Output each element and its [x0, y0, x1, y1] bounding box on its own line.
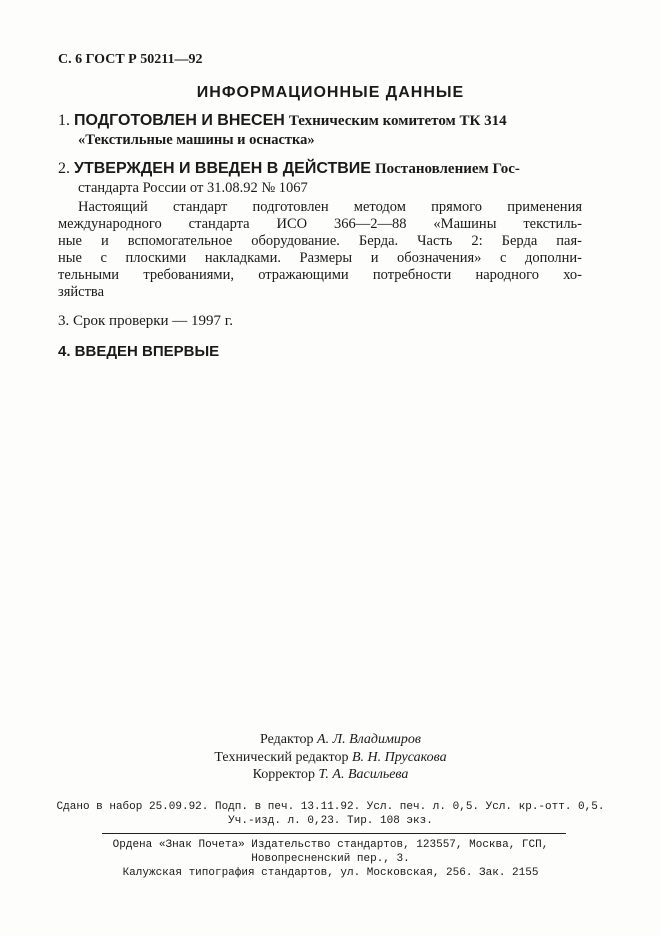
- divider: [102, 833, 566, 834]
- page-header: С. 6 ГОСТ Р 50211—92: [58, 52, 203, 67]
- imprint-line: Уч.-изд. л. 0,23. Тир. 108 экз.: [228, 815, 433, 827]
- paragraph-line: тельными требованиями, отражающими потребности народного хо-: [58, 267, 582, 283]
- credit-corrector: Корректор Т. А. Васильева: [252, 767, 409, 782]
- paragraph-line: международного стандарта ИСО 366—2—88 «Машины текстиль-: [58, 216, 582, 232]
- item-4: 4. ВВЕДЕН ВПЕРВЫЕ: [58, 343, 220, 360]
- paragraph-line: ные и вспомогательное оборудование. Берда. Часть 2: Берда пая-: [58, 233, 582, 249]
- credit-editor: Редактор А. Л. Владимиров: [260, 732, 421, 747]
- item-caps: ПОДГОТОВЛЕН И ВНЕСЕН: [74, 112, 285, 129]
- item-3: 3. Срок проверки — 1997 г.: [58, 313, 233, 329]
- paragraph-line: Настоящий стандарт подготовлен методом прямого применения: [78, 199, 582, 215]
- publisher-line: Калужская типография стандартов, ул. Московская, 256. Зак. 2155: [122, 867, 539, 879]
- item-2: [58, 160, 520, 178]
- item-number: 1.: [58, 112, 70, 129]
- imprint-line: Сдано в набор 25.09.92. Подп. в печ. 13.11.92. Усл. печ. л. 0,5. Усл. кр.-отт. 0,5.: [56, 801, 605, 813]
- item-1: [58, 112, 507, 130]
- publisher-line: Ордена «Знак Почета» Издательство стандартов, 123557, Москва, ГСП,: [112, 839, 549, 851]
- item-text: Постановлением Гос-: [374, 161, 520, 177]
- credit-tech-editor: Технический редактор В. Н. Прусакова: [214, 750, 447, 765]
- section-title: ИНФОРМАЦИОННЫЕ ДАННЫЕ: [196, 84, 465, 101]
- item-number: 2.: [58, 160, 70, 177]
- item-1-line2: «Текстильные машины и оснастка»: [78, 132, 315, 148]
- item-caps: УТВЕРЖДЕН И ВВЕДЕН В ДЕЙСТВИЕ: [74, 160, 371, 177]
- publisher-line: Новопресненский пер., 3.: [251, 853, 410, 865]
- item-text: Техническим комитетом ТК 314: [288, 113, 507, 129]
- paragraph-line: ные с плоскими накладками. Размеры и обозначения» с дополни-: [58, 250, 582, 266]
- item-2-line2: стандарта России от 31.08.92 № 1067: [78, 180, 308, 196]
- paragraph-line: зяйства: [58, 284, 105, 300]
